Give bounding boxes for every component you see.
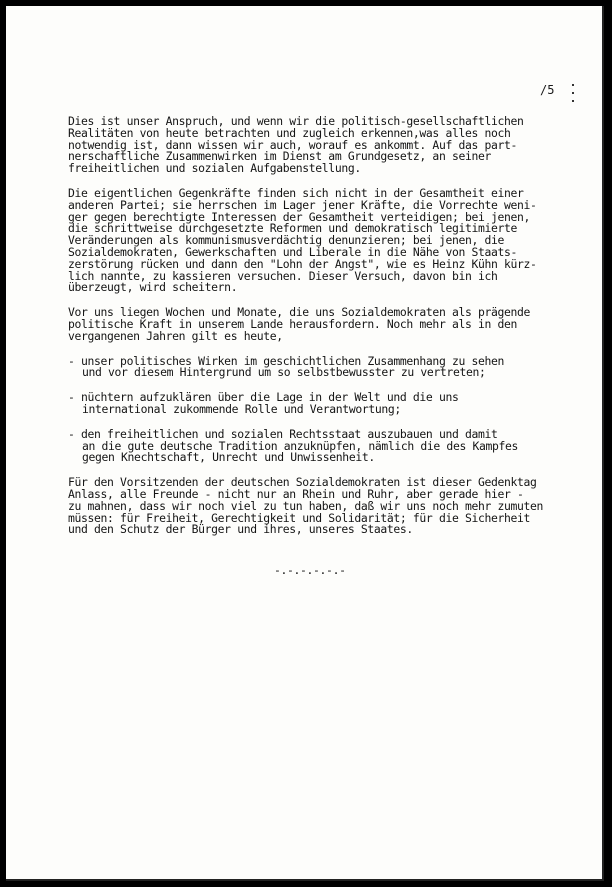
text-line: Veränderungen als kommunismusverdächtig denunzieren; bei jenen, die <box>68 233 505 248</box>
text-line: Anlass, alle Freunde - nicht nur an Rhein und Ruhr, aber gerade hier - <box>68 486 524 501</box>
text-line: lich nannte, zu kassieren versuchen. Dieser Versuch, davon bin ich <box>68 268 498 283</box>
corner-dot <box>572 100 574 102</box>
text-line: international zukommende Rolle und Verantwortung; <box>82 401 401 416</box>
text-line: Für den Vorsitzenden der deutschen Sozialdemokraten ist dieser Gedenktag <box>68 475 537 490</box>
end-separator: -.-.-.-.-.- <box>274 563 346 577</box>
text-line: müssen: für Freiheit, Gerechtigkeit und Solidarität; für die Sicherheit <box>68 510 531 525</box>
list-item <box>68 353 578 380</box>
text-line: ger gegen berechtigte Interessen der Gesamtheit verteidigen; bei jenen, <box>68 209 531 224</box>
text-line: überzeugt, wird scheitern. <box>68 280 238 295</box>
text-line: und den Schutz der Bürger und ihres, unseres Staates. <box>68 522 413 537</box>
text-line: nerschaftliche Zusammenwirken im Dienst am Grundgesetz, an seiner <box>68 149 492 164</box>
corner-dot <box>572 92 574 94</box>
text-line: Sozialdemokraten, Gewerkschaften und Liberale in die Nähe von Staats- <box>68 244 518 259</box>
text-line: und vor diesem Hintergrund um so selbstbewusster zu vertreten; <box>82 365 486 380</box>
list-item <box>68 392 578 416</box>
text-line: politische Kraft in unserem Lande herausfordern. Noch mehr als in den <box>68 316 518 331</box>
text-line: - unser politisches Wirken im geschichtlichen Zusammenhang zu sehen <box>68 353 505 368</box>
bullet-list <box>68 353 578 465</box>
text-line: zu mahnen, dass wir noch viel zu tun haben, daß wir uns noch mehr zumuten <box>68 498 544 513</box>
body-text <box>68 116 578 549</box>
paragraph <box>68 477 578 536</box>
paragraph <box>68 116 578 175</box>
page-number: /5 <box>540 83 555 97</box>
intro-paragraphs <box>68 116 578 343</box>
text-line: anderen Partei; sie herrschen im Lager jener Kräfte, die Vorrechte weni- <box>68 197 537 212</box>
text-line: notwendig ist, dann wissen wir auch, worauf es ankommt. Auf das part- <box>68 137 518 152</box>
paragraph <box>68 307 578 342</box>
corner-mark <box>572 84 574 106</box>
text-line: - den freiheitlichen und sozialen Rechtsstaat auszubauen und damit <box>68 426 498 441</box>
text-line: freiheitlichen und sozialen Aufgabenstellung. <box>68 161 361 176</box>
list-item <box>68 426 578 465</box>
corner-dot <box>572 84 574 86</box>
text-line: Dies ist unser Anspruch, und wenn wir die politisch-gesellschaftlichen <box>68 114 524 128</box>
text-line: gegen Knechtschaft, Unrecht und Unwissenheit. <box>82 450 375 465</box>
text-line: Vor uns liegen Wochen und Monate, die uns Sozialdemokraten als prägende <box>68 305 531 320</box>
text-line: zerstörung rücken und dann den "Lohn der Angst", wie es Heinz Kühn kürz- <box>68 256 537 271</box>
closing-paragraph <box>68 477 578 536</box>
text-line: Die eigentlichen Gegenkräfte finden sich nicht in der Gesamtheit einer <box>68 185 524 200</box>
text-line: - nüchtern aufzuklären über die Lage in der Welt und die uns <box>68 390 459 405</box>
text-line: Realitäten von heute betrachten und zugleich erkennen,was alles noch <box>68 125 511 140</box>
text-line: vergangenen Jahren gilt es heute, <box>68 328 283 343</box>
document-page <box>6 6 604 881</box>
text-line: an die gute deutsche Tradition anzuknüpfen, nämlich die des Kampfes <box>82 438 519 453</box>
paragraph <box>68 185 578 295</box>
text-line: die schrittweise durchgesetzte Reformen und demokratisch legitimierte <box>68 221 518 236</box>
